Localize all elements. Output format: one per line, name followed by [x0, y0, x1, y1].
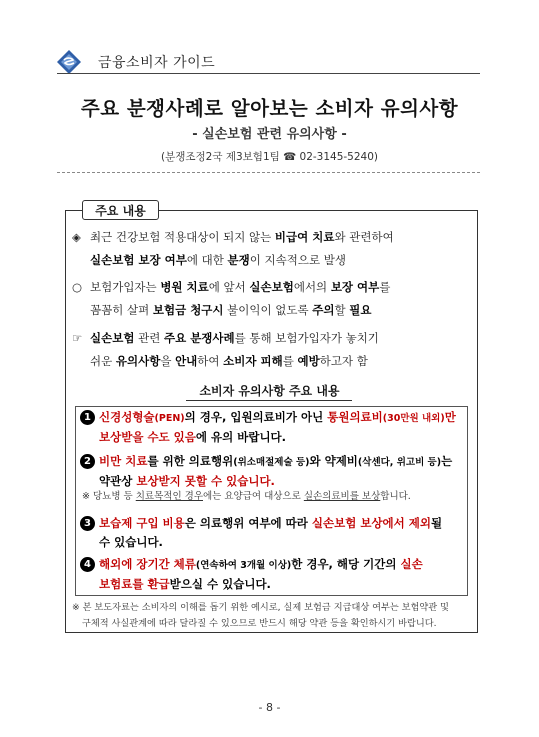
number-badge-4: 4	[80, 557, 95, 572]
page-title: 주요 분쟁사례로 알아보는 소비자 유의사항	[80, 97, 459, 120]
number-badge-3: 3	[80, 516, 95, 531]
fss-logo-icon	[56, 49, 82, 75]
summary-title: 소비자 유의사항 주요 내용	[199, 384, 340, 398]
header-divider	[57, 73, 480, 74]
summary-item-1: 1 신경성형술(PEN)의 경우, 입원의료비가 아닌 통원의료비(30만원 내외)만 보상받을 수도 있음에 유의 바랍니다.	[80, 408, 468, 447]
page-subtitle: - 실손보험 관련 유의사항 -	[192, 127, 347, 142]
summary-item-3: 3 보습제 구입 비용은 의료행위 여부에 따라 실손보험 보상에서 제외될 수 있습니다.	[80, 514, 468, 552]
diamond-bullet-icon: ◈	[72, 230, 81, 244]
key-content-label: 주요 내용	[82, 200, 159, 220]
summary-underline	[186, 400, 352, 401]
intro-paragraph: ◈ 최근 건강보험 적용대상이 되지 않는 비급여 치료와 관련하여 실손보험 보장 여부에 대한 분쟁이 지속적으로 발생	[72, 226, 472, 272]
number-badge-2: 2	[80, 454, 95, 469]
disclaimer-footnote: ※ 본 보도자료는 소비자의 이해를 돕기 위한 예시로, 실제 보험금 지급대상 여부는 보험약관 및 구체적 사실관계에 따라 달라질 수 있으므로 반드시 해당 약관 등을 확인하시기 바랍니다.	[72, 602, 449, 629]
advice-paragraph: ○ 보험가입자는 병원 치료에 앞서 실손보험에서의 보장 여부를 꼼꼼히 살펴 보험금 청구시 불이익이 없도록 주의할 필요	[72, 276, 472, 322]
contact-info: (분쟁조정2국 제3보험1팀 ☎ 02-3145-5240)	[161, 151, 378, 163]
purpose-paragraph: ☞ 실손보험 관련 주요 분쟁사례를 통해 보험가입자가 놓치기 쉬운 유의사항을 안내하여 소비자 피해를 예방하고자 함	[72, 327, 472, 373]
page-number: - 8 -	[258, 701, 281, 714]
item-2-note: ※ 당뇨병 등 치료목적인 경우에는 요양급여 대상으로 실손의료비를 보상합니다.	[82, 491, 411, 502]
circle-bullet-icon: ○	[72, 280, 83, 294]
dashed-divider	[57, 172, 480, 173]
summary-item-2: 2 비만 치료를 위한 의료행위(위소매절제술 등)와 약제비(삭센다, 위고비 등)는 약관상 보상받지 못할 수 있습니다.	[80, 452, 468, 491]
summary-item-4: 4 해외에 장기간 체류(연속하여 3개월 이상)한 경우, 해당 기간의 실손 보험료를 환급받으실 수 있습니다.	[80, 555, 468, 594]
pointing-hand-icon: ☞	[72, 331, 83, 345]
number-badge-1: 1	[80, 410, 95, 425]
guide-title: 금융소비자 가이드	[98, 55, 216, 71]
